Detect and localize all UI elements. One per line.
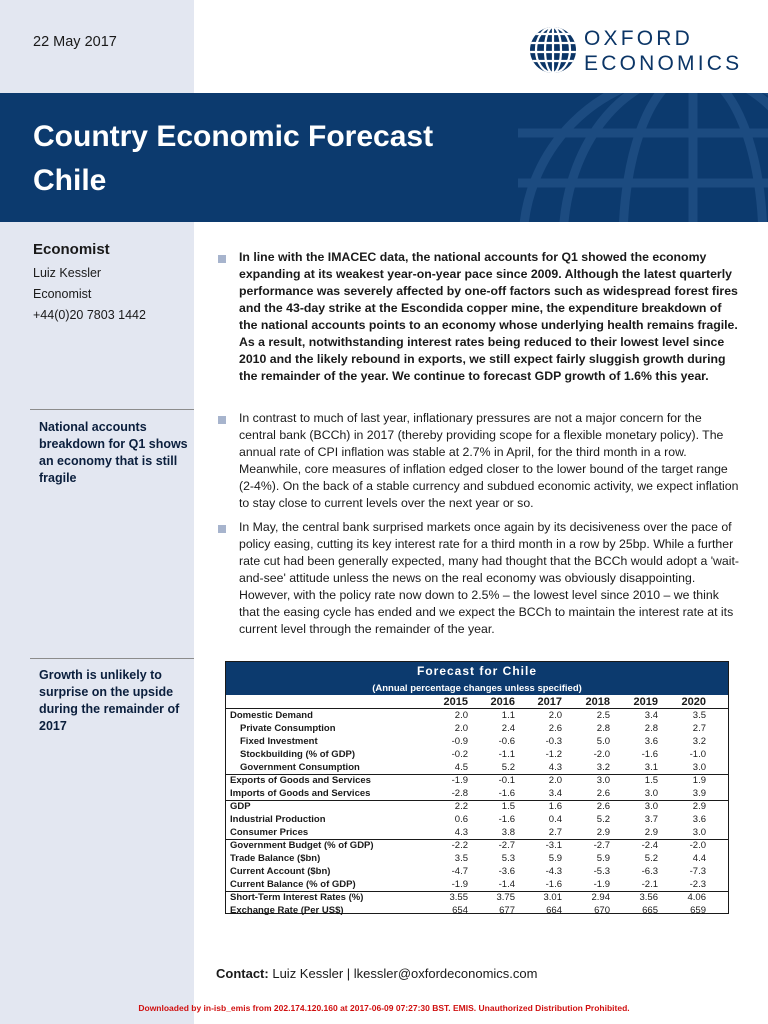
table-cell: 3.0 (692, 762, 706, 773)
table-cell: 2.8 (596, 723, 610, 734)
table-cell: -1.0 (689, 749, 706, 760)
table-cell: -1.6 (498, 814, 515, 825)
row-label: Current Balance (% of GDP) (230, 879, 356, 890)
table-cell: 3.2 (596, 762, 610, 773)
table-cell: 5.9 (596, 853, 610, 864)
economist-heading: Economist (33, 241, 110, 258)
table-cell: -0.1 (498, 775, 515, 786)
table-cell: 3.01 (543, 892, 562, 903)
table-row (226, 840, 728, 853)
table-cell: 665 (642, 905, 658, 916)
table-cell: 3.56 (639, 892, 658, 903)
table-cell: 3.2 (692, 736, 706, 747)
row-label: Short-Term Interest Rates (%) (230, 892, 364, 903)
callout-rule-top (30, 409, 194, 410)
row-label: Fixed Investment (240, 736, 318, 747)
table-row (226, 866, 728, 879)
table-cell: -0.2 (451, 749, 468, 760)
table-row (226, 775, 728, 788)
download-notice: Downloaded by in-isb_emis from 202.174.120.160 at 2017-06-09 07:27:30 BST. EMIS. Unauthorized Distribution Prohibited. (138, 1003, 630, 1013)
title-line-2: Chile (33, 164, 107, 197)
table-cell: -2.3 (689, 879, 706, 890)
table-cell: 2.0 (548, 775, 562, 786)
table-cell: 5.3 (501, 853, 515, 864)
row-label: Exports of Goods and Services (230, 775, 371, 786)
table-cell: 2.0 (454, 710, 468, 721)
logo-wordmark (584, 26, 742, 76)
table-cell: -3.1 (545, 840, 562, 851)
bullet-marker (218, 416, 226, 424)
table-row (226, 905, 728, 918)
contact-details: Luiz Kessler | lkessler@oxfordeconomics.com (272, 966, 538, 981)
title-banner (0, 93, 768, 222)
row-label: Domestic Demand (230, 710, 313, 721)
table-cell: -1.9 (451, 879, 468, 890)
table-cell: -2.8 (451, 788, 468, 799)
table-cell: 3.6 (692, 814, 706, 825)
table-subtitle: (Annual percentage changes unless specified) (372, 683, 582, 694)
table-cell: -2.2 (451, 840, 468, 851)
table-cell: -3.6 (498, 866, 515, 877)
table-cell: -0.9 (451, 736, 468, 747)
callout-national-accounts: National accounts breakdown for Q1 shows an economy that is still fragile (39, 420, 188, 485)
economist-role: Economist (33, 287, 92, 301)
year-header: 2019 (633, 696, 658, 708)
table-cell: 3.6 (644, 736, 658, 747)
table-cell: -2.7 (498, 840, 515, 851)
paragraph-summary: In line with the IMACEC data, the national accounts for Q1 showed the economy expanding at its weakest year-on-year pace since 2009. Although the latest quarterly performance was severely affected by one-off factors such as widespread forest fires and the 43-day strike at the Escondida copper mine, the expenditure breakdown of the national accounts points to an economy whose underlying health remains fragile. As a result, notwithstanding interest rates being reduced to their lowest level since 2010 and the likely rebound in exports, we still expect fairly sluggish growth during the remainder of the year. We continue to forecast GDP growth of 1.6% this year. (239, 250, 738, 383)
callout-growth: Growth is unlikely to surprise on the upside during the remainder of 2017 (39, 668, 180, 733)
table-cell: -2.4 (641, 840, 658, 851)
row-label: Industrial Production (230, 814, 326, 825)
table-cell: -2.0 (593, 749, 610, 760)
row-label: Government Budget (% of GDP) (230, 840, 374, 851)
table-cell: -1.1 (498, 749, 515, 760)
callout-rule-top-2 (30, 658, 194, 659)
paragraph-monetary-policy: In May, the central bank surprised markets once again by its decisiveness over the pace of policy easing, cutting its key interest rate for a third month in a row by 25bp. While a further rate cut had been generally expected, many had thought that the BCCh would adopt a 'wait-and-see' attitude unless the news on the real economy was obviously disappointing. However, with the policy rate now down to 2.5% – the lowest level since 2010 – we think that the easing cycle has ended and we expect the BCCh to maintain the interest rate at its current level through the remainder of the year. (239, 520, 740, 636)
table-header-rule (226, 708, 728, 709)
table-row (226, 749, 728, 762)
table-cell: 1.9 (692, 775, 706, 786)
table-cell: 3.75 (496, 892, 515, 903)
table-cell: 3.5 (454, 853, 468, 864)
table-cell: -5.3 (593, 866, 610, 877)
table-cell: 1.1 (501, 710, 515, 721)
table-cell: 2.4 (501, 723, 515, 734)
table-title: Forecast for Chile (416, 664, 538, 678)
table-cell: 677 (499, 905, 515, 916)
page-title (33, 115, 433, 203)
table-row (226, 814, 728, 827)
table-cell: 5.2 (596, 814, 610, 825)
table-cell: 2.2 (454, 801, 468, 812)
table-cell: 1.6 (548, 801, 562, 812)
year-header: 2015 (443, 696, 468, 708)
table-cell: 3.4 (644, 710, 658, 721)
economist-phone: +44(0)20 7803 1442 (33, 308, 146, 322)
row-label: Current Account ($bn) (230, 866, 331, 877)
table-row (226, 736, 728, 749)
year-header: 2017 (537, 696, 562, 708)
table-header (226, 662, 728, 695)
table-cell: 4.06 (687, 892, 706, 903)
table-cell: 1.5 (644, 775, 658, 786)
table-cell: -1.6 (498, 788, 515, 799)
banner-globe-icon (478, 93, 768, 222)
table-cell: 5.2 (644, 853, 658, 864)
row-label: Trade Balance ($bn) (230, 853, 321, 864)
table-cell: 3.7 (644, 814, 658, 825)
table-cell: 0.4 (548, 814, 562, 825)
row-label: Government Consumption (240, 762, 360, 773)
logo-line-oxford: OXFORD (584, 27, 694, 50)
table-cell: 4.3 (454, 827, 468, 838)
table-row (226, 853, 728, 866)
table-cell: 2.7 (692, 723, 706, 734)
table-cell: 2.7 (548, 827, 562, 838)
table-cell: -1.2 (545, 749, 562, 760)
table-cell: 2.9 (692, 801, 706, 812)
contact-label: Contact: (216, 966, 269, 981)
bullet-marker (218, 525, 226, 533)
table-cell: -2.0 (689, 840, 706, 851)
table-cell: -1.4 (498, 879, 515, 890)
table-cell: 2.9 (596, 827, 610, 838)
row-label: Imports of Goods and Services (230, 788, 371, 799)
table-cell: 3.8 (501, 827, 515, 838)
table-cell: -4.7 (451, 866, 468, 877)
economist-name: Luiz Kessler (33, 266, 102, 280)
year-header: 2018 (585, 696, 610, 708)
year-header: 2020 (681, 696, 706, 708)
table-cell: 3.1 (644, 762, 658, 773)
table-cell: 4.5 (454, 762, 468, 773)
table-cell: -2.7 (593, 840, 610, 851)
title-line-1: Country Economic Forecast (33, 120, 434, 153)
table-cell: 664 (546, 905, 562, 916)
table-row (226, 710, 728, 723)
table-cell: 2.0 (454, 723, 468, 734)
table-cell: 3.0 (596, 775, 610, 786)
table-cell: 3.4 (548, 788, 562, 799)
table-cell: 5.9 (548, 853, 562, 864)
table-cell: 659 (690, 905, 706, 916)
table-cell: -1.6 (641, 749, 658, 760)
table-cell: -4.3 (545, 866, 562, 877)
row-label: Exchange Rate (Per US$) (230, 905, 344, 916)
forecast-table (225, 661, 729, 914)
table-cell: 5.0 (596, 736, 610, 747)
table-cell: 2.8 (644, 723, 658, 734)
table-cell: 3.0 (644, 801, 658, 812)
table-row (226, 801, 728, 814)
row-label: Stockbuilding (% of GDP) (240, 749, 356, 760)
table-cell: -1.9 (593, 879, 610, 890)
table-cell: 3.0 (692, 827, 706, 838)
table-cell: 3.5 (692, 710, 706, 721)
table-cell: 3.0 (644, 788, 658, 799)
table-cell: 0.6 (454, 814, 468, 825)
table-cell: 2.9 (644, 827, 658, 838)
oxford-economics-logo (528, 25, 743, 75)
table-cell: 2.6 (596, 801, 610, 812)
table-cell: -1.9 (451, 775, 468, 786)
table-cell: 670 (594, 905, 610, 916)
bullet-marker (218, 255, 226, 263)
report-date: 22 May 2017 (33, 34, 117, 50)
table-cell: 2.94 (591, 892, 610, 903)
row-label: Private Consumption (240, 723, 336, 734)
table-cell: -7.3 (689, 866, 706, 877)
table-cell: -0.6 (498, 736, 515, 747)
table-cell: 4.4 (692, 853, 706, 864)
table-cell: 3.55 (449, 892, 468, 903)
table-cell: 2.6 (596, 788, 610, 799)
contact-line (216, 966, 537, 981)
table-cell: 5.2 (501, 762, 515, 773)
table-cell: -0.3 (545, 736, 562, 747)
table-cell: 2.6 (548, 723, 562, 734)
row-label: GDP (230, 801, 251, 812)
table-cell: -1.6 (545, 879, 562, 890)
table-cell: 2.5 (596, 710, 610, 721)
globe-icon (528, 25, 578, 75)
table-cell: 4.3 (548, 762, 562, 773)
paragraph-inflation: In contrast to much of last year, inflationary pressures are not a major concern for the central bank (BCCh) in 2017 (thereby providing scope for a flexible monetary policy). The annual rate of CPI inflation was stable at 2.7% in April, for the third month in a row. Meanwhile, core measures of inflation edged closer to the lower bound of the target range (2-4%). On the back of a stable currency and subdued economic activity, we expect inflation to stay close to current levels over the next year or so. (239, 411, 739, 510)
table-cell: -2.1 (641, 879, 658, 890)
table-cell: 2.0 (548, 710, 562, 721)
table-cell: 3.9 (692, 788, 706, 799)
row-label: Consumer Prices (230, 827, 309, 838)
table-row (226, 723, 728, 736)
logo-line-economics: ECONOMICS (584, 52, 743, 75)
table-cell: 654 (452, 905, 468, 916)
table-cell: 1.5 (501, 801, 515, 812)
table-cell: -6.3 (641, 866, 658, 877)
year-header: 2016 (490, 696, 515, 708)
table-row (226, 892, 728, 905)
